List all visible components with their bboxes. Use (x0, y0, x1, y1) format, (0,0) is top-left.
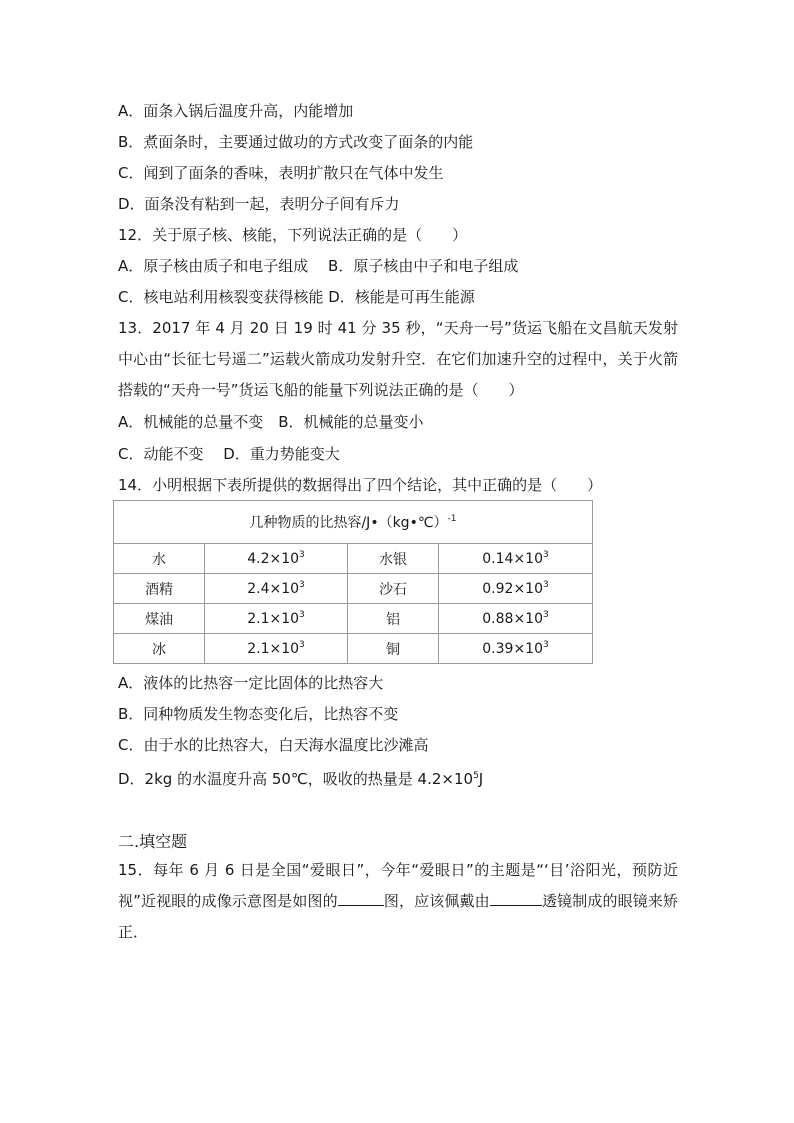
table-row: 煤油 $2.1\times 10^3$ 铝 $0.88\times 10^3$ (114, 604, 593, 634)
specific-heat-table (113, 500, 593, 664)
q13-options-cd: C．动能不变 D．重力势能变大 (118, 445, 340, 463)
blank-2[interactable] (490, 891, 542, 906)
q12-options-ab: A．原子核由质子和电子组成 B．原子核由中子和电子组成 (118, 257, 519, 275)
q14-option-b: B．同种物质发生物态变化后，比热容不变 (118, 705, 399, 723)
q13-stem: 13．2017 年 4 月 20 日 19 时 41 分 35 秒，“天舟一号”货运飞船在文昌航天发射中心由“长征七号遥二”运载火箭成功发射升空．在它们加速升空的过程中，关于火箭搭载的“天舟一号”货运飞船的能量下列说法正确的是（ ） (118, 319, 678, 399)
q15-stem: 15．每年 6 月 6 日是全国“爱眼日”，今年“爱眼日”的主题是“‘目’浴阳光，预防近视”近视眼的成像示意图是如图的 图，应该佩戴由 透镜制成的眼镜来矫正． (118, 861, 678, 941)
q13-options-ab: A．机械能的总量不变 B．机械能的总量变小 (118, 413, 424, 431)
table-caption: 几种物质的比热容/J•（kg•℃）$^{-1}$ (114, 501, 593, 544)
q12-stem: 12．关于原子核、核能，下列说法正确的是（ ） (118, 226, 468, 244)
q11-option-b: B．煮面条时，主要通过做功的方式改变了面条的内能 (118, 133, 474, 151)
q14-option-c: C．由于水的比热容大，白天海水温度比沙滩高 (118, 736, 429, 754)
blank-1[interactable] (338, 891, 384, 906)
q12-options-cd: C．核电站利用核裂变获得核能 D．核能是可再生能源 (118, 288, 475, 306)
q14-stem: 14．小明根据下表所提供的数据得出了四个结论，其中正确的是（ ） (118, 476, 603, 494)
table-row: 水 $4.2\times 10^3$ 水银 $0.14\times 10^3$ (114, 544, 593, 574)
q11-option-d: D．面条没有粘到一起，表明分子间有斥力 (118, 195, 400, 213)
section-title: 二.填空题 (118, 832, 188, 851)
table-row: 冰 $2.1\times 10^3$ 铜 $0.39\times 10^3$ (114, 634, 593, 664)
q14-option-d: D．2kg 的水温度升高 50℃，吸收的热量是 $4.2\times 10^5J$ (118, 770, 484, 788)
q14-option-a: A．液体的比热容一定比固体的比热容大 (118, 674, 384, 692)
q11-option-c: C．闻到了面条的香味，表明扩散只在气体中发生 (118, 164, 444, 182)
table-row: 酒精 $2.4\times 10^3$ 沙石 $0.92\times 10^3$ (114, 574, 593, 604)
q11-option-a: A．面条入锅后温度升高，内能增加 (118, 102, 354, 120)
